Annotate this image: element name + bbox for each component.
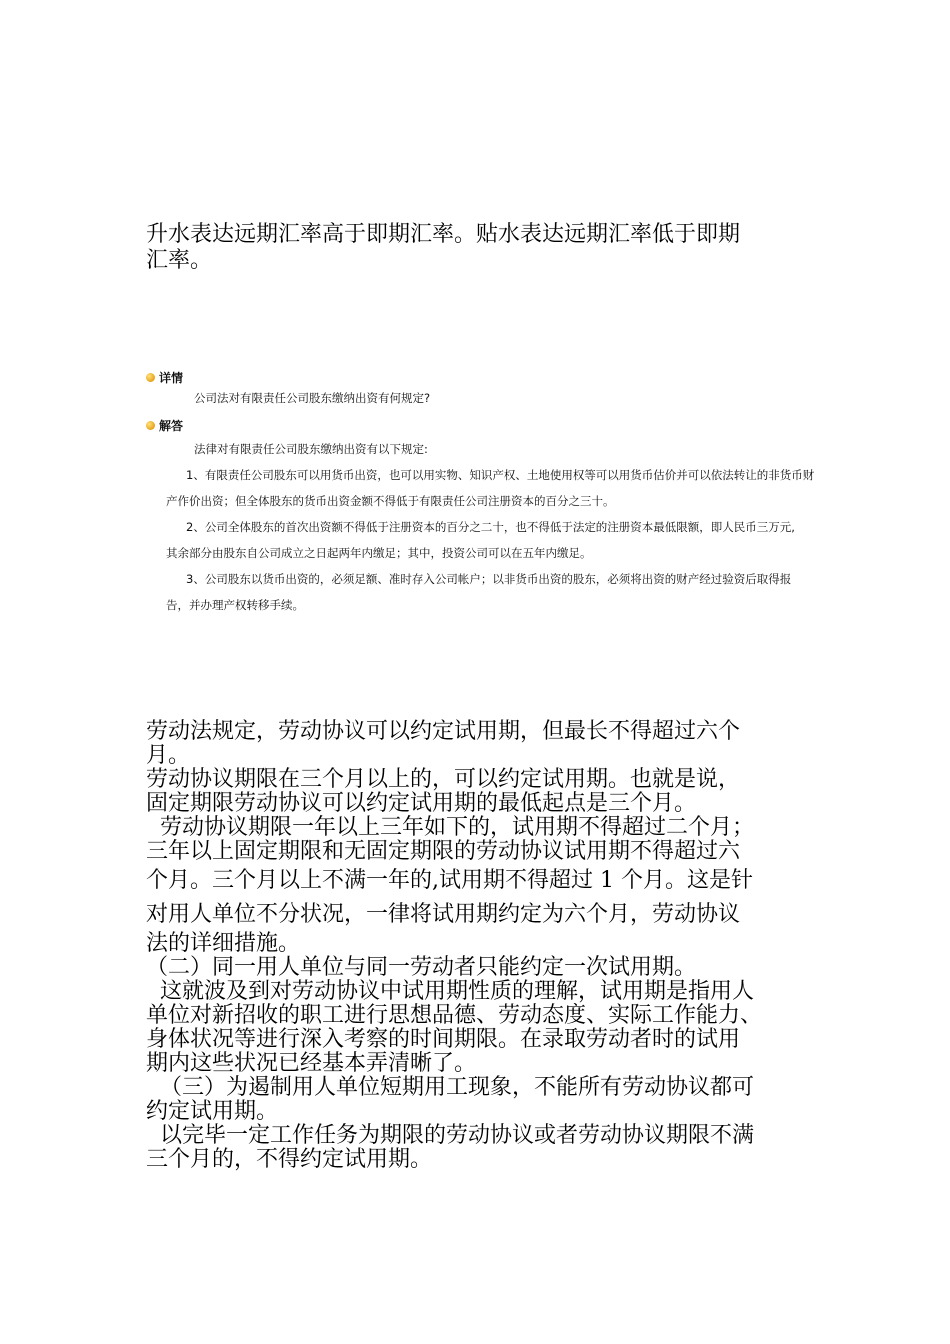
answer-line: 2、公司全体股东的首次出资额不得低于注册资本的百分之二十，也不得低于法定的注册资本最低限额，即人民币三万元, bbox=[186, 520, 795, 534]
main-line: 身体状况等进行深入考察的时间期限。在录取劳动者时的试用 bbox=[146, 1027, 741, 1052]
main-line: （二）同一用人单位与同一劳动者只能约定一次试用期。 bbox=[146, 955, 697, 980]
main-line: 法的详细措施。 bbox=[146, 931, 301, 956]
details-label: 详情 bbox=[159, 370, 184, 385]
answer-line: 告，并办理产权转移手续。 bbox=[166, 598, 304, 612]
answer-body bbox=[166, 436, 876, 618]
main-line: 个月。三个月以上不满一年的,试用期不得超过 1 个月。这是针 bbox=[146, 868, 753, 893]
main-line: 三个月的，不得约定试用期。 bbox=[146, 1147, 433, 1172]
answer-label: 解答 bbox=[159, 418, 184, 433]
question-text: 公司法对有限责任公司股东缴纳出资有何规定? bbox=[194, 391, 431, 405]
main-line: 期内这些状况已经基本弄清晰了。 bbox=[146, 1051, 477, 1076]
main-line: 单位对新招收的职工进行思想品德、劳动态度、实际工作能力、 bbox=[146, 1003, 763, 1028]
main-line: 对用人单位不分状况，一律将试用期约定为六个月，劳动协议 bbox=[146, 902, 741, 927]
answer-line: 1、有限责任公司股东可以用货币出资，也可以用实物、知识产权、土地使用权等可以用货币估价并可以依法转让的非货币财 bbox=[186, 468, 815, 482]
answer-heading bbox=[146, 416, 876, 434]
main-line: 这就波及到对劳动协议中试用期性质的理解，试用期是指用人 bbox=[146, 979, 755, 1004]
main-line: 三年以上固定期限和无固定期限的劳动协议试用期不得超过六 bbox=[146, 839, 741, 864]
details-heading bbox=[146, 368, 876, 386]
answer-line: 3、公司股东以货币出资的，必须足额、准时存入公司帐户；以非货币出资的股东，必须将出资的财产经过验资后取得报 bbox=[186, 572, 792, 586]
intro-line: 升水表达远期汇率高于即期汇率。贴水表达远期汇率低于即期 bbox=[146, 222, 741, 247]
answer-line: 其余部分由股东自公司成立之日起两年内缴足；其中，投资公司可以在五年内缴足。 bbox=[166, 546, 592, 560]
bullet-dot-icon bbox=[146, 373, 155, 382]
main-text bbox=[146, 720, 816, 1172]
main-line: 约定试用期。 bbox=[146, 1099, 279, 1124]
main-line: （三）为遏制用人单位短期用工现象，不能所有劳动协议都可 bbox=[146, 1075, 755, 1100]
main-line: 劳动协议期限一年以上三年如下的，试用期不得超过二个月； bbox=[146, 815, 755, 840]
qa-panel bbox=[146, 368, 876, 618]
main-line: 以完毕一定工作任务为期限的劳动协议或者劳动协议期限不满 bbox=[146, 1123, 755, 1148]
intro-paragraph bbox=[146, 222, 816, 274]
main-line: 固定期限劳动协议可以约定试用期的最低起点是三个月。 bbox=[146, 791, 697, 816]
answer-line: 法律对有限责任公司股东缴纳出资有以下规定: bbox=[194, 442, 428, 456]
intro-line: 汇率。 bbox=[146, 248, 213, 273]
main-line: 劳动法规定，劳动协议可以约定试用期，但最长不得超过六个 bbox=[146, 719, 741, 744]
main-line: 劳动协议期限在三个月以上的，可以约定试用期。也就是说， bbox=[146, 767, 741, 792]
main-line: 月。 bbox=[146, 743, 191, 768]
answer-line: 产作价出资；但全体股东的货币出资金额不得低于有限责任公司注册资本的百分之三十。 bbox=[166, 494, 615, 508]
bullet-dot-icon bbox=[146, 421, 155, 430]
